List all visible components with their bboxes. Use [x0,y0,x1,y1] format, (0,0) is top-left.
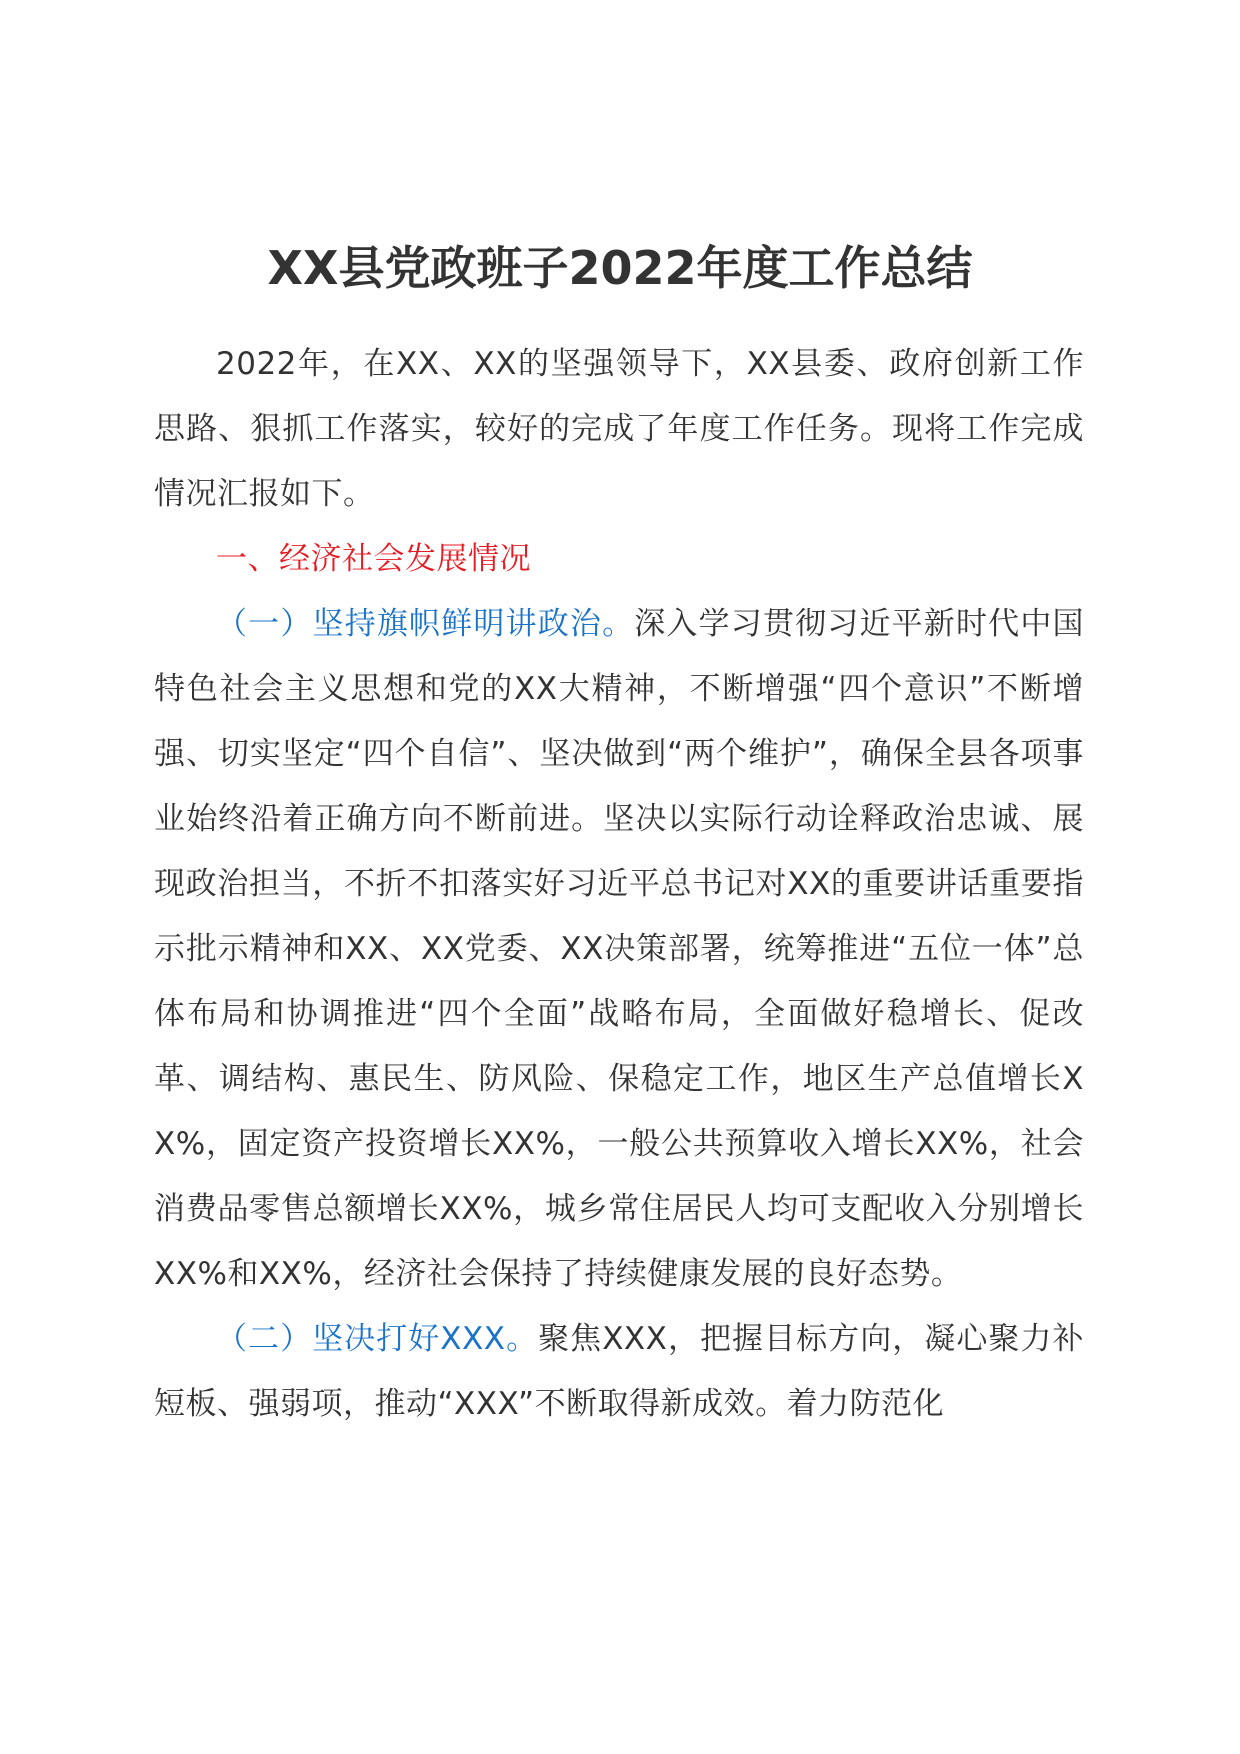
subsection-2-body: 聚焦XXX，把握目标方向，凝心聚力补短板、强弱项，推动“XXX”不断取得新成效。着力防范化 [154,1321,1084,1422]
subsection-1-heading: （一）坚持旗帜鲜明讲政治。 [216,606,635,642]
section-heading-economy: 一、经济社会发展情况 [216,541,531,577]
document-body [154,332,1084,1437]
document-title: XX县党政班子2022年度工作总结 [267,241,973,295]
subsection-2-heading: （二）坚决打好XXX。 [216,1321,539,1357]
subsection-1-body: 深入学习贯彻习近平新时代中国特色社会主义思想和党的XX大精神，不断增强“四个意识”不断增强、切实坚定“四个自信”、坚决做到“两个维护”，确保全县各项事业始终沿着正确方向不断前进。坚决以实际行动诠释政治忠诚、展现政治担当，不折不扣落实好习近平总书记对XX的重要讲话重要指示批示精神和XX、XX党委、XX决策部署，统筹推进“五位一体”总体布局和协调推进“四个全面”战略布局，全面做好稳增长、促改革、调结构、惠民生、防风险、保稳定工作，地区生产总值增长XX%，固定资产投资增长XX%，一般公共预算收入增长XX%，社会消费品零售总额增长XX%，城乡常住居民人均可支配收入分别增长XX%和XX%，经济社会保持了持续健康发展的良好态势。 [154,606,1084,1292]
subsection-2-paragraph [154,1307,1084,1437]
subsection-1-paragraph [154,592,1084,1307]
intro-paragraph: 2022年，在XX、XX的坚强领导下，XX县委、政府创新工作思路、狠抓工作落实，较好的完成了年度工作任务。现将工作完成情况汇报如下。 [154,346,1084,512]
